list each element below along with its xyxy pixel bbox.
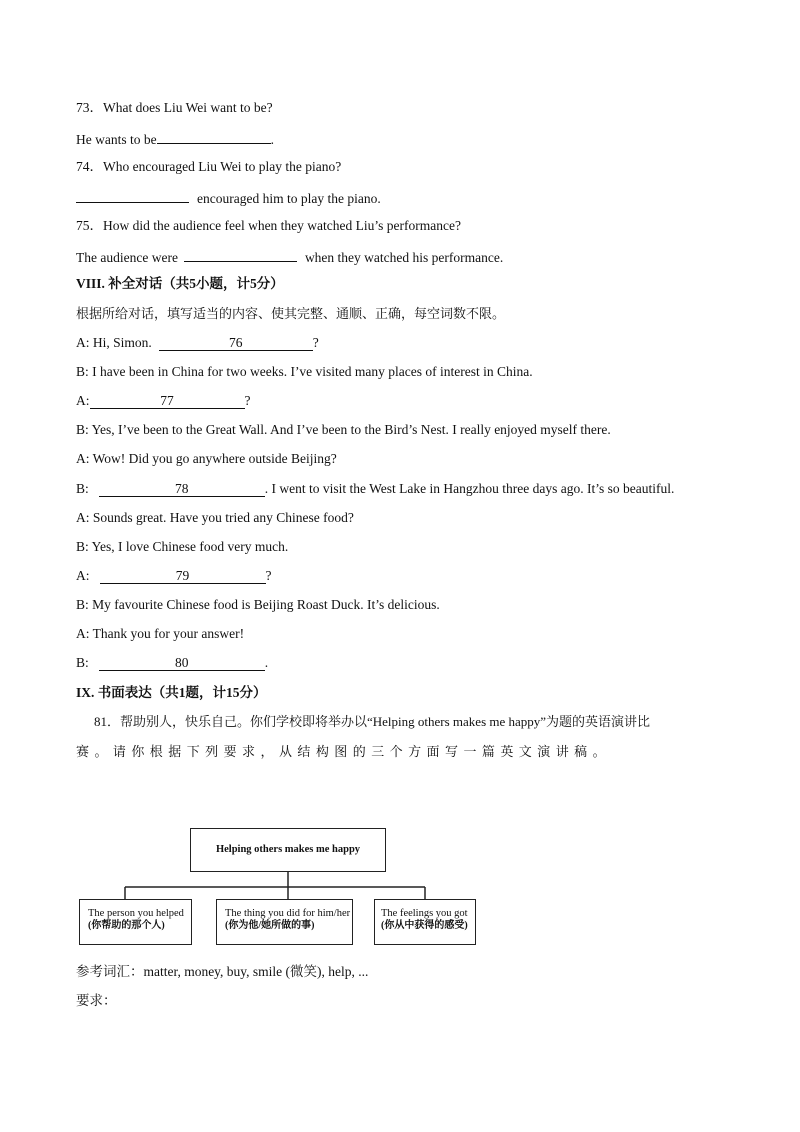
question-73: 73．What does Liu Wei want to be? (76, 100, 273, 115)
answer-line-73 (76, 128, 274, 149)
diagram-left-zh: (你帮助的那个人) (88, 920, 165, 931)
dialogue-line: B: My favourite Chinese food is Beijing Roast Duck. It’s delicious. (76, 597, 440, 612)
dialogue-punct: ? (244, 393, 251, 408)
dialogue-blank-80[interactable]: 80 (99, 655, 265, 671)
dialogue-line (76, 392, 251, 410)
dialogue-line: A: Sounds great. Have you tried any Chinese food? (76, 510, 354, 525)
answer-prefix: He wants to be (76, 132, 157, 147)
dialogue-punct: . (264, 655, 269, 670)
answer-suffix: encouraged him to play the piano. (197, 191, 381, 206)
answer-blank-73[interactable] (157, 128, 271, 144)
answer-line-75 (76, 246, 503, 267)
dialogue-text: B: (76, 655, 89, 670)
question-75: 75．How did the audience feel when they watched Liu’s performance? (76, 218, 461, 233)
question-74: 74．Who encouraged Liu Wei to play the piano? (76, 159, 342, 174)
dialogue-text: A: Hi, Simon. (76, 335, 152, 350)
dialogue-punct: ? (265, 568, 272, 583)
dialogue-line: B: Yes, I love Chinese food very much. (76, 539, 289, 554)
writing-prompt-line-2: 赛 。 请 你 根 据 下 列 要 求 ， 从 结 构 图 的 三 个 方 面 写 一 篇 英 文 演 讲 稿 。 (76, 744, 607, 759)
writing-prompt-line-1: 81．帮助别人，快乐自己。你们学校即将举办以“Helping others makes me happy”为题的英语演讲比 (94, 714, 651, 729)
section-9-title: IX. 书面表达（共1题，计15分） (76, 685, 267, 700)
diagram-right-box (374, 899, 476, 945)
diagram-top-text: Helping others makes me happy (215, 844, 361, 855)
diagram-top-box (190, 828, 386, 872)
reference-vocab: 参考词汇：matter, money, buy, smile (微笑), help, ... (76, 964, 369, 979)
answer-suffix: when they watched his performance. (304, 250, 504, 265)
dialogue-punct: . I went to visit the West Lake in Hangzhou three days ago. It’s so beautiful. (264, 481, 675, 496)
dialogue-line: B: I have been in China for two weeks. I’ve visited many places of interest in China. (76, 364, 533, 379)
section-8-title: VIII. 补全对话（共5小题，计5分） (76, 276, 284, 291)
requirements-label: 要求： (76, 993, 117, 1008)
answer-suffix: . (270, 132, 274, 147)
diagram-right-zh: (你从中获得的感受) (381, 920, 468, 931)
diagram-left-en: The person you helped (88, 908, 184, 919)
dialogue-blank-78[interactable]: 78 (99, 481, 265, 497)
diagram-middle-en: The thing you did for him/her (225, 908, 351, 919)
dialogue-blank-76[interactable]: 76 (159, 335, 313, 351)
section-8-instruction: 根据所给对话，填写适当的内容、使其完整、通顺、正确，每空词数不限。 (76, 306, 506, 321)
dialogue-line (76, 480, 674, 498)
dialogue-line: A: Thank you for your answer! (76, 626, 245, 641)
diagram-right-en: The feelings you got (381, 908, 468, 919)
answer-line-74 (76, 187, 381, 208)
answer-blank-75[interactable] (184, 246, 297, 262)
dialogue-line (76, 334, 319, 352)
dialogue-text: A: (76, 568, 90, 583)
dialogue-text: B: (76, 481, 89, 496)
dialogue-punct: ? (312, 335, 319, 350)
dialogue-line (76, 567, 272, 585)
dialogue-line: A: Wow! Did you go anywhere outside Beijing? (76, 451, 337, 466)
dialogue-line (76, 654, 268, 672)
answer-blank-74[interactable] (76, 187, 189, 203)
answer-prefix: The audience were (76, 250, 178, 265)
dialogue-blank-77[interactable]: 77 (90, 393, 245, 409)
diagram-middle-zh: (你为他/她所做的事) (225, 920, 315, 931)
diagram-left-box (79, 899, 192, 945)
dialogue-blank-79[interactable]: 79 (100, 568, 266, 584)
diagram-middle-box (216, 899, 353, 945)
dialogue-line: B: Yes, I’ve been to the Great Wall. And I’ve been to the Bird’s Nest. I really enjoyed myself there. (76, 422, 611, 437)
dialogue-text: A: (76, 393, 90, 408)
